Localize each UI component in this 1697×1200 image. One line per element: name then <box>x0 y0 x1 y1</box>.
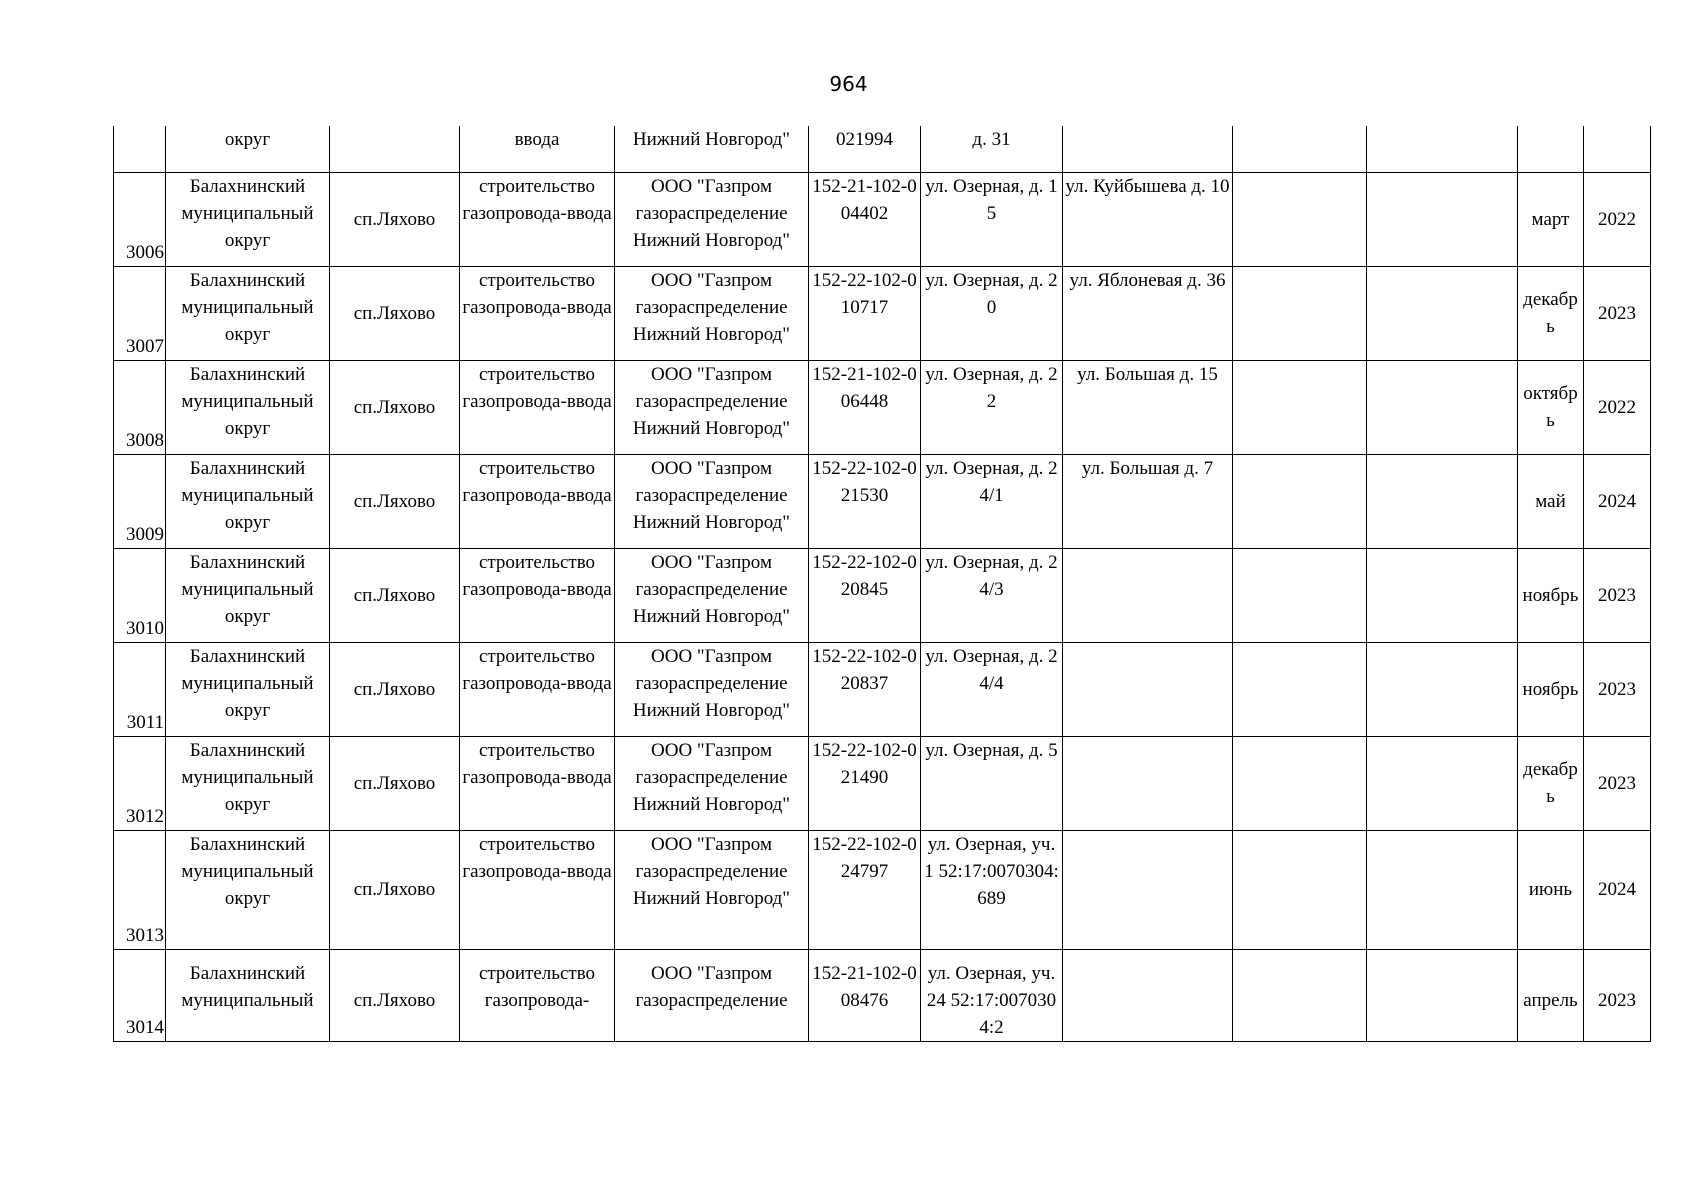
row-number-cell: 3011 <box>114 642 166 736</box>
address-cell: ул. Озерная, д. 22 <box>921 360 1063 454</box>
settlement-cell: сп.Ляхово <box>330 172 460 266</box>
empty-cell <box>1233 454 1367 548</box>
year-cell: 2023 <box>1584 642 1651 736</box>
address-cell: ул. Озерная, д. 15 <box>921 172 1063 266</box>
empty-cell <box>1233 360 1367 454</box>
empty-cell <box>1233 830 1367 949</box>
organization-cell: ООО "Газпром газораспределение Нижний Новгород" <box>615 830 809 949</box>
empty-cell <box>1367 126 1518 172</box>
row-number-cell: 3010 <box>114 548 166 642</box>
address2-cell: ул. Яблоневая д. 36 <box>1063 266 1233 360</box>
table-row <box>114 736 1651 830</box>
month-cell <box>1518 126 1584 172</box>
work-type-cell: строительство газопровода-ввода <box>460 548 615 642</box>
row-number-cell: 3008 <box>114 360 166 454</box>
settlement-cell: сп.Ляхово <box>330 266 460 360</box>
work-type-cell: строительство газопровода-ввода <box>460 360 615 454</box>
organization-cell: ООО "Газпром газораспределение Нижний Новгород" <box>615 736 809 830</box>
settlement-cell: сп.Ляхово <box>330 830 460 949</box>
address-cell: ул. Озерная, уч. 1 52:17:0070304:689 <box>921 830 1063 949</box>
address-cell: ул. Озерная, д. 24/1 <box>921 454 1063 548</box>
row-number-cell: 3013 <box>114 830 166 949</box>
year-cell: 2024 <box>1584 830 1651 949</box>
address2-cell <box>1063 949 1233 1041</box>
month-cell: апрель <box>1518 949 1584 1041</box>
row-number-cell <box>114 126 166 172</box>
settlement-cell: сп.Ляхово <box>330 949 460 1041</box>
organization-cell: ООО "Газпром газораспределение Нижний Новгород" <box>615 360 809 454</box>
organization-cell: ООО "Газпром газораспределение Нижний Новгород" <box>615 454 809 548</box>
year-cell <box>1584 126 1651 172</box>
code-cell: 152-21-102-008476 <box>809 949 921 1041</box>
district-cell: Балахнинский муниципальный округ <box>166 548 330 642</box>
address2-cell <box>1063 126 1233 172</box>
organization-cell: ООО "Газпром газораспределение Нижний Новгород" <box>615 548 809 642</box>
year-cell: 2024 <box>1584 454 1651 548</box>
district-cell: Балахнинский муниципальный округ <box>166 642 330 736</box>
address2-cell: ул. Куйбышева д. 10 <box>1063 172 1233 266</box>
address2-cell <box>1063 830 1233 949</box>
district-cell: Балахнинский муниципальный округ <box>166 360 330 454</box>
address-cell: ул. Озерная, уч. 24 52:17:0070304:2 <box>921 949 1063 1041</box>
table-row <box>114 360 1651 454</box>
district-cell: Балахнинский муниципальный округ <box>166 736 330 830</box>
code-cell: 152-21-102-006448 <box>809 360 921 454</box>
code-cell: 152-21-102-004402 <box>809 172 921 266</box>
row-number-cell: 3012 <box>114 736 166 830</box>
month-cell: ноябрь <box>1518 548 1584 642</box>
year-cell: 2023 <box>1584 548 1651 642</box>
row-number-cell: 3006 <box>114 172 166 266</box>
settlement-cell: сп.Ляхово <box>330 454 460 548</box>
table-row <box>114 830 1651 949</box>
year-cell: 2022 <box>1584 360 1651 454</box>
table-row <box>114 266 1651 360</box>
organization-cell: ООО "Газпром газораспределение Нижний Новгород" <box>615 642 809 736</box>
empty-cell <box>1367 830 1518 949</box>
empty-cell <box>1233 642 1367 736</box>
work-type-cell: строительство газопровода-ввода <box>460 642 615 736</box>
table-row <box>114 642 1651 736</box>
code-cell: 152-22-102-020837 <box>809 642 921 736</box>
month-cell: март <box>1518 172 1584 266</box>
table-row <box>114 126 1651 172</box>
district-cell: округ <box>166 126 330 172</box>
month-cell: июнь <box>1518 830 1584 949</box>
settlement-cell: сп.Ляхово <box>330 736 460 830</box>
empty-cell <box>1233 736 1367 830</box>
year-cell: 2022 <box>1584 172 1651 266</box>
settlement-cell <box>330 126 460 172</box>
empty-cell <box>1367 736 1518 830</box>
address-cell: ул. Озерная, д. 5 <box>921 736 1063 830</box>
work-type-cell: строительство газопровода-ввода <box>460 266 615 360</box>
work-type-cell: строительство газопровода-ввода <box>460 454 615 548</box>
table-row <box>114 454 1651 548</box>
table-row <box>114 548 1651 642</box>
empty-cell <box>1367 266 1518 360</box>
address2-cell: ул. Большая д. 15 <box>1063 360 1233 454</box>
code-cell: 021994 <box>809 126 921 172</box>
organization-cell: ООО "Газпром газораспределение Нижний Новгород" <box>615 266 809 360</box>
empty-cell <box>1367 949 1518 1041</box>
page-number: 964 <box>829 72 868 96</box>
code-cell: 152-22-102-020845 <box>809 548 921 642</box>
work-type-cell: строительство газопровода-ввода <box>460 736 615 830</box>
organization-cell: ООО "Газпром газораспределение Нижний Новгород" <box>615 172 809 266</box>
year-cell: 2023 <box>1584 949 1651 1041</box>
records-table-body <box>114 126 1651 1041</box>
address-cell: ул. Озерная, д. 24/4 <box>921 642 1063 736</box>
address-cell: ул. Озерная, д. 24/3 <box>921 548 1063 642</box>
work-type-cell: ввода <box>460 126 615 172</box>
row-number-cell: 3009 <box>114 454 166 548</box>
month-cell: ноябрь <box>1518 642 1584 736</box>
district-cell: Балахнинский муниципальный округ <box>166 454 330 548</box>
code-cell: 152-22-102-024797 <box>809 830 921 949</box>
district-cell: Балахнинский муниципальный округ <box>166 172 330 266</box>
code-cell: 152-22-102-021530 <box>809 454 921 548</box>
address-cell: д. 31 <box>921 126 1063 172</box>
settlement-cell: сп.Ляхово <box>330 548 460 642</box>
district-cell: Балахнинский муниципальный округ <box>166 266 330 360</box>
year-cell: 2023 <box>1584 266 1651 360</box>
row-number-cell: 3007 <box>114 266 166 360</box>
year-cell: 2023 <box>1584 736 1651 830</box>
row-number-cell: 3014 <box>114 949 166 1041</box>
organization-cell: ООО "Газпром газораспределение <box>615 949 809 1041</box>
work-type-cell: строительство газопровода-ввода <box>460 830 615 949</box>
work-type-cell: строительство газопровода-ввода <box>460 172 615 266</box>
empty-cell <box>1233 949 1367 1041</box>
organization-cell: Нижний Новгород" <box>615 126 809 172</box>
table-row <box>114 172 1651 266</box>
empty-cell <box>1367 548 1518 642</box>
empty-cell <box>1233 266 1367 360</box>
records-table <box>113 126 1651 1042</box>
address2-cell <box>1063 736 1233 830</box>
empty-cell <box>1367 172 1518 266</box>
district-cell: Балахнинский муниципальный округ <box>166 830 330 949</box>
month-cell: декабрь <box>1518 736 1584 830</box>
month-cell: май <box>1518 454 1584 548</box>
table-row <box>114 949 1651 1041</box>
month-cell: октябрь <box>1518 360 1584 454</box>
empty-cell <box>1233 172 1367 266</box>
address2-cell <box>1063 548 1233 642</box>
settlement-cell: сп.Ляхово <box>330 642 460 736</box>
empty-cell <box>1233 126 1367 172</box>
address2-cell: ул. Большая д. 7 <box>1063 454 1233 548</box>
work-type-cell: строительство газопровода- <box>460 949 615 1041</box>
code-cell: 152-22-102-021490 <box>809 736 921 830</box>
address2-cell <box>1063 642 1233 736</box>
code-cell: 152-22-102-010717 <box>809 266 921 360</box>
address-cell: ул. Озерная, д. 20 <box>921 266 1063 360</box>
empty-cell <box>1233 548 1367 642</box>
empty-cell <box>1367 454 1518 548</box>
district-cell: Балахнинский муниципальный <box>166 949 330 1041</box>
settlement-cell: сп.Ляхово <box>330 360 460 454</box>
month-cell: декабрь <box>1518 266 1584 360</box>
empty-cell <box>1367 360 1518 454</box>
empty-cell <box>1367 642 1518 736</box>
